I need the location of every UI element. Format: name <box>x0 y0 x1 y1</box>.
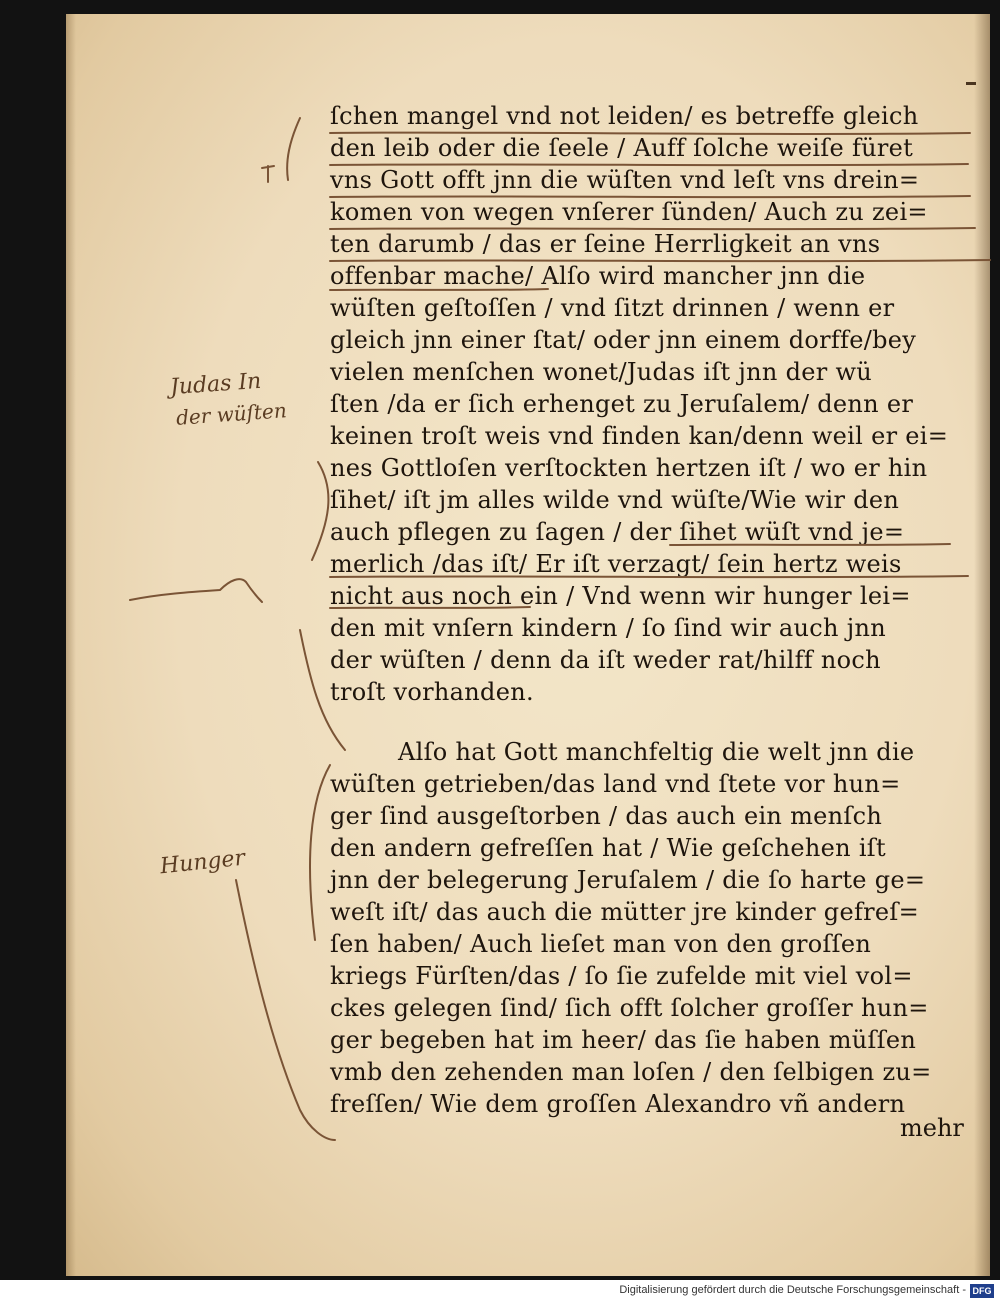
text-line: den leib oder die ſeele / Auff ſolche weiſe füret <box>330 134 914 162</box>
text-line: ckes gelegen ſind/ ſich offt ſolcher groſſer hun= <box>330 994 929 1022</box>
text-line: wüſten getrieben/das land vnd ſtete vor hun= <box>330 770 901 798</box>
marginal-note: Hunger <box>158 845 247 880</box>
text-line: vielen menſchen wonet/Judas iſt jnn der wü <box>330 358 873 386</box>
page-edge-shadow-right <box>974 14 990 1276</box>
text-line: troſt vorhanden. <box>330 678 534 706</box>
marginal-note: Judas In <box>169 368 263 401</box>
text-line: ten darumb / das er ſeine Herrligkeit an vns <box>330 230 881 258</box>
dfg-logo: DFG <box>970 1284 994 1298</box>
text-line: keinen troſt weis vnd finden kan/denn weil er ei= <box>330 422 949 450</box>
text-line: merlich /das iſt/ Er iſt verzagt/ ſein hertz weis <box>330 550 902 578</box>
marginal-note: der wüſten <box>175 398 288 430</box>
text-line: der wüſten / denn da iſt weder rat/hilff noch <box>330 646 881 674</box>
text-line: nes Gottloſen verſtockten hertzen iſt / wo er hin <box>330 454 928 482</box>
text-line: den andern gefreſſen hat / Wie geſchehen iſt <box>330 834 886 862</box>
text-line: offenbar mache/ Alſo wird mancher jnn die <box>330 262 866 290</box>
text-line: vns Gott offt jnn die wüſten vnd leſt vns drein= <box>330 166 920 194</box>
text-line: ſten /da er ſich erhenget zu Jeruſalem/ denn er <box>330 390 914 418</box>
text-line: freſſen/ Wie dem groſſen Alexandro vñ andern <box>330 1090 906 1118</box>
text-line: ſen haben/ Auch lieſet man von den groſſen <box>330 930 872 958</box>
catchword: mehr <box>900 1114 964 1142</box>
text-line: weſt iſt/ das auch die mütter jre kinder gefreſ= <box>330 898 920 926</box>
text-line: ger begeben hat im heer/ das ſie haben müſſen <box>330 1026 917 1054</box>
text-line: ger ſind ausgeſtorben / das auch ein menſch <box>330 802 883 830</box>
text-line: ſchen mangel vnd not leiden/ es betreffe gleich <box>330 102 919 130</box>
text-line: vmb den zehenden man loſen / den ſelbigen zu= <box>330 1058 932 1086</box>
text-line: gleich jnn einer ſtat/ oder jnn einem dorffe/bey <box>330 326 917 354</box>
text-line: kriegs Fürſten/das / ſo ſie zufelde mit viel vol= <box>330 962 913 990</box>
text-line: Alſo hat Gott manchfeltig die welt jnn die <box>398 738 915 766</box>
text-line: ſihet/ iſt jm alles wilde vnd wüſte/Wie wir den <box>330 486 900 514</box>
digitization-footer <box>0 1280 1000 1303</box>
page-mark <box>966 82 976 85</box>
text-line: jnn der belegerung Jeruſalem / die ſo harte ge= <box>330 866 926 894</box>
text-line: komen von wegen vnſerer ſünden/ Auch zu zei= <box>330 198 928 226</box>
funding-credit: Digitalisierung gefördert durch die Deutsche Forschungsgemeinschaft - <box>619 1284 966 1296</box>
text-line: nicht aus noch ein / Vnd wenn wir hunger lei= <box>330 582 911 610</box>
page-edge-shadow-left <box>66 14 76 1276</box>
text-line: den mit vnſern kindern / ſo ſind wir auch jnn <box>330 614 886 642</box>
text-line: auch pflegen zu ſagen / der ſihet wüſt vnd je= <box>330 518 905 546</box>
text-line: wüſten geſtoſſen / vnd ſitzt drinnen / wenn er <box>330 294 895 322</box>
